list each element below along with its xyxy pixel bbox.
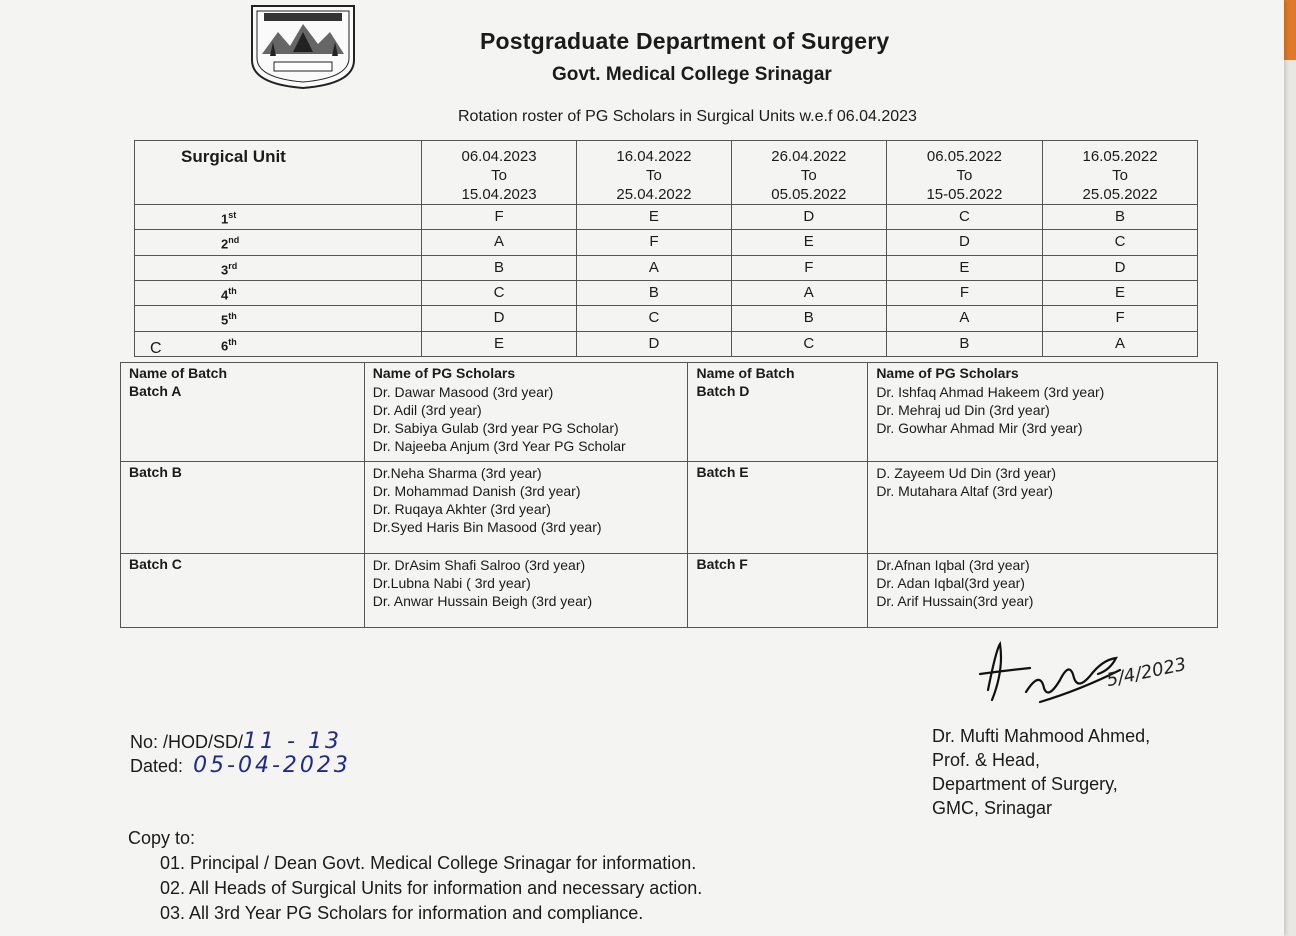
department-title: Postgraduate Department of Surgery — [480, 28, 890, 54]
unit-label: 5th — [135, 306, 422, 331]
reference-block — [130, 730, 351, 778]
scholar-list: Dr. Dawar Masood (3rd year) Dr. Adil (3rd year) Dr. Sabiya Gulab (3rd year PG Scholar) Dr. Najeeba Anjum (3rd Year PG Scholar — [364, 381, 688, 461]
batch-row — [121, 553, 1218, 627]
copy-to-block — [128, 826, 702, 926]
period-header: 26.04.2022 To 05.05.2022 — [731, 141, 886, 205]
batch-header-row — [121, 363, 1218, 382]
batch-cell: F — [422, 205, 577, 230]
roster-row — [135, 205, 1198, 230]
unit-label: 3rd — [135, 255, 422, 280]
batch-cell: F — [576, 230, 731, 255]
scholar-list: D. Zayeem Ud Din (3rd year) Dr. Mutahara Altaf (3rd year) — [868, 461, 1218, 553]
batch-cell: A — [886, 306, 1042, 331]
scholar-list: Dr. Ishfaq Ahmad Hakeem (3rd year) Dr. Mehraj ud Din (3rd year) Dr. Gowhar Ahmad Mir (3rd year) — [868, 381, 1218, 461]
ref-no-value: 11 - 13 — [243, 729, 342, 754]
college-name: Govt. Medical College Srinagar — [552, 64, 832, 85]
batch-label: Batch D — [688, 381, 868, 461]
rotation-roster-table — [134, 140, 1198, 357]
signatory-institution: GMC, Srinagar — [932, 798, 1053, 818]
batch-cell: D — [886, 230, 1042, 255]
unit-label: 6th — [135, 331, 422, 356]
period-header: 06.04.2023 To 15.04.2023 — [422, 141, 577, 205]
batch-cell: F — [886, 280, 1042, 305]
batch-cell: F — [731, 255, 886, 280]
batch-label: Batch A — [121, 381, 365, 461]
scholar-list: Dr.Neha Sharma (3rd year) Dr. Mohammad Danish (3rd year) Dr. Ruqaya Akhter (3rd year) Dr.Syed Haris Bin Masood (3rd year) — [364, 461, 688, 553]
scholar-list: Dr. DrAsim Shafi Salroo (3rd year) Dr.Lubna Nabi ( 3rd year) Dr. Anwar Hussain Beigh (3rd year) — [364, 553, 688, 627]
college-emblem-logo — [248, 2, 358, 90]
batch-cell: D — [731, 205, 886, 230]
batch-label: Batch F — [688, 553, 868, 627]
batch-cell: B — [731, 306, 886, 331]
roster-row — [135, 306, 1198, 331]
copy-to-label: Copy to: — [128, 828, 196, 848]
ref-no-label: No: /HOD/SD/ — [130, 732, 244, 752]
dated-label: Dated: — [130, 756, 184, 776]
batch-cell: C — [886, 205, 1042, 230]
batch-cell: E — [422, 331, 577, 356]
batch-cell: A — [422, 230, 577, 255]
batch-cell: D — [422, 306, 577, 331]
column-marker: C — [150, 340, 162, 357]
batch-cell: E — [576, 205, 731, 230]
batch-cell: B — [1043, 205, 1198, 230]
batch-row — [121, 381, 1218, 461]
batch-cell: E — [731, 230, 886, 255]
batch-cell: C — [731, 331, 886, 356]
batch-cell: D — [576, 331, 731, 356]
batch-label: Batch B — [121, 461, 365, 553]
batch-cell: A — [576, 255, 731, 280]
copy-to-item: 03. All 3rd Year PG Scholars for information and compliance. — [160, 903, 644, 923]
unit-label: 4th — [135, 280, 422, 305]
copy-to-item: 01. Principal / Dean Govt. Medical College Srinagar for information. — [160, 853, 697, 873]
batch-label: Batch E — [688, 461, 868, 553]
signatory-name: Dr. Mufti Mahmood Ahmed, — [932, 726, 1151, 746]
batch-row — [121, 461, 1218, 553]
batch-cell: C — [576, 306, 731, 331]
batch-cell: D — [1043, 255, 1198, 280]
signatory-department: Department of Surgery, — [932, 774, 1118, 794]
period-header: 06.05.2022 To 15-05.2022 — [886, 141, 1042, 205]
signatory-block — [932, 724, 1150, 820]
roster-header-row — [135, 141, 1198, 205]
batch-cell: C — [422, 280, 577, 305]
batch-cell: E — [1043, 280, 1198, 305]
surgical-unit-header: Surgical Unit — [135, 141, 422, 205]
unit-label: 2nd — [135, 230, 422, 255]
batch-cell: B — [576, 280, 731, 305]
batch-cell: E — [886, 255, 1042, 280]
batch-members-table — [120, 362, 1218, 628]
batch-cell: F — [1043, 306, 1198, 331]
batch-cell: A — [1043, 331, 1198, 356]
signatory-designation: Prof. & Head, — [932, 750, 1041, 770]
roster-row — [135, 280, 1198, 305]
batch-cell: B — [422, 255, 577, 280]
name-of-batch-header: Name of Batch — [121, 363, 365, 382]
scholar-list: Dr.Afnan Iqbal (3rd year) Dr. Adan Iqbal(3rd year) Dr. Arif Hussain(3rd year) — [868, 553, 1218, 627]
roster-row — [135, 255, 1198, 280]
batch-cell: B — [886, 331, 1042, 356]
signature-date: 5/4/2023 — [1104, 653, 1189, 692]
unit-label: 1st — [135, 205, 422, 230]
roster-row — [135, 331, 1198, 356]
scholars-header: Name of PG Scholars — [364, 363, 688, 382]
period-header: 16.04.2022 To 25.04.2022 — [576, 141, 731, 205]
scholars-header: Name of PG Scholars — [868, 363, 1218, 382]
name-of-batch-header: Name of Batch — [688, 363, 868, 382]
roster-row — [135, 230, 1198, 255]
batch-label: Batch C — [121, 553, 365, 627]
batch-cell: A — [731, 280, 886, 305]
dated-value: 05-04-2023 — [193, 753, 351, 778]
copy-to-item: 02. All Heads of Surgical Units for information and necessary action. — [160, 878, 703, 898]
batch-cell: C — [1043, 230, 1198, 255]
roster-caption: Rotation roster of PG Scholars in Surgical Units w.e.f 06.04.2023 — [458, 108, 917, 125]
period-header: 16.05.2022 To 25.05.2022 — [1043, 141, 1198, 205]
